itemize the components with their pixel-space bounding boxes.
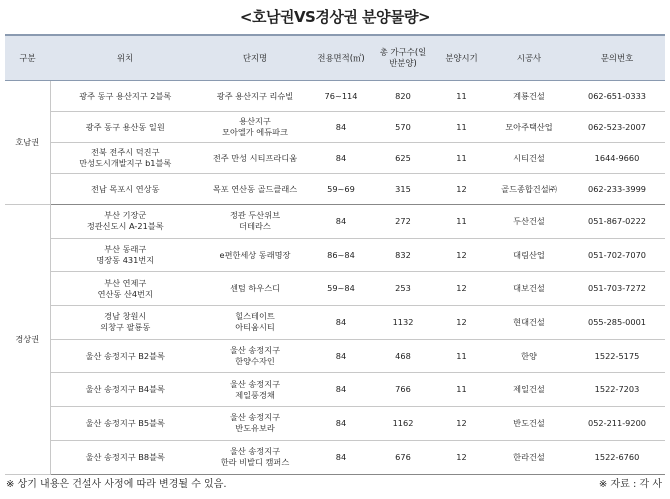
area-cell: 84	[310, 112, 372, 143]
location-cell: 부산 동래구 명장동 431번지	[50, 238, 200, 272]
complex-name-cell: 광주 용산지구 리슈빌	[200, 81, 310, 112]
location-cell: 광주 동구 용산지구 2블록	[50, 81, 200, 112]
builder-cell: 대보건설	[489, 272, 569, 306]
table-row	[5, 373, 665, 407]
table-row	[5, 174, 665, 205]
timing-cell: 11	[434, 339, 489, 373]
contact-cell: 1644-9660	[569, 143, 665, 174]
location-cell: 부산 기장군 정관신도시 A-21블록	[50, 205, 200, 239]
area-cell: 84	[310, 306, 372, 340]
header-units: 총 가구수(일 반분양)	[372, 35, 434, 81]
contact-cell: 1522-5175	[569, 339, 665, 373]
header-row	[5, 35, 665, 81]
contact-cell: 052-211-9200	[569, 407, 665, 441]
complex-name-cell: 울산 송정지구 한양수자인	[200, 339, 310, 373]
area-cell: 59~69	[310, 174, 372, 205]
footer-source: ※ 자료 : 각 사	[598, 479, 662, 490]
contact-cell: 062-233-3999	[569, 174, 665, 205]
units-cell: 676	[372, 440, 434, 474]
table-row	[5, 407, 665, 441]
contact-cell: 055-285-0001	[569, 306, 665, 340]
complex-name-cell: 울산 송정지구 제일풍경채	[200, 373, 310, 407]
units-cell: 832	[372, 238, 434, 272]
area-cell: 84	[310, 373, 372, 407]
area-cell: 84	[310, 143, 372, 174]
builder-cell: 대림산업	[489, 238, 569, 272]
builder-cell: 한양	[489, 339, 569, 373]
location-cell: 광주 동구 용산동 일원	[50, 112, 200, 143]
area-cell: 84	[310, 339, 372, 373]
timing-cell: 11	[434, 143, 489, 174]
table-row	[5, 81, 665, 112]
contact-cell: 062-523-2007	[569, 112, 665, 143]
location-cell: 울산 송정지구 B2블록	[50, 339, 200, 373]
page-title: <호남권VS경상권 분양물량>	[239, 8, 431, 26]
units-cell: 625	[372, 143, 434, 174]
timing-cell: 12	[434, 407, 489, 441]
timing-cell: 11	[434, 205, 489, 239]
location-cell: 부산 연제구 연산동 산4번지	[50, 272, 200, 306]
complex-name-cell: 힐스테이트 아티움시티	[200, 306, 310, 340]
contact-cell: 062-651-0333	[569, 81, 665, 112]
area-cell: 84	[310, 407, 372, 441]
builder-cell: 계룡건설	[489, 81, 569, 112]
area-cell: 59~84	[310, 272, 372, 306]
timing-cell: 11	[434, 373, 489, 407]
complex-name-cell: 센텀 하우스디	[200, 272, 310, 306]
units-cell: 570	[372, 112, 434, 143]
area-cell: 76~114	[310, 81, 372, 112]
region-cell: 경상권	[5, 205, 50, 475]
location-cell: 울산 송정지구 B5블록	[50, 407, 200, 441]
location-cell: 경남 창원시 의창구 팔룡동	[50, 306, 200, 340]
region-cell: 호남권	[5, 81, 50, 205]
area-cell: 84	[310, 440, 372, 474]
table-row	[5, 339, 665, 373]
builder-cell: 한라건설	[489, 440, 569, 474]
builder-cell: 모아주택산업	[489, 112, 569, 143]
contact-cell: 1522-7203	[569, 373, 665, 407]
header-category: 구분	[5, 35, 50, 81]
timing-cell: 11	[434, 81, 489, 112]
location-cell: 전북 전주시 덕진구 만성도시개발지구 b1블록	[50, 143, 200, 174]
units-cell: 1132	[372, 306, 434, 340]
contact-cell: 051-703-7272	[569, 272, 665, 306]
supply-table	[5, 34, 665, 475]
timing-cell: 11	[434, 112, 489, 143]
units-cell: 315	[372, 174, 434, 205]
location-cell: 울산 송정지구 B8블록	[50, 440, 200, 474]
builder-cell: 두산건설	[489, 205, 569, 239]
header-builder: 시공사	[489, 35, 569, 81]
table-row	[5, 205, 665, 239]
units-cell: 272	[372, 205, 434, 239]
builder-cell: 골드종합건설㈜	[489, 174, 569, 205]
complex-name-cell: 목포 연산동 골드클래스	[200, 174, 310, 205]
builder-cell: 반도건설	[489, 407, 569, 441]
units-cell: 468	[372, 339, 434, 373]
complex-name-cell: 전주 만성 시티프라디움	[200, 143, 310, 174]
header-location: 위치	[50, 35, 200, 81]
complex-name-cell: 정관 두산위브 더테라스	[200, 205, 310, 239]
header-complex: 단지명	[200, 35, 310, 81]
complex-name-cell: 울산 송정지구 반도유보라	[200, 407, 310, 441]
timing-cell: 12	[434, 306, 489, 340]
builder-cell: 시티건설	[489, 143, 569, 174]
contact-cell: 051-702-7070	[569, 238, 665, 272]
complex-name-cell: e편한세상 동래명장	[200, 238, 310, 272]
area-cell: 86~84	[310, 238, 372, 272]
location-cell: 울산 송정지구 B4블록	[50, 373, 200, 407]
timing-cell: 12	[434, 272, 489, 306]
header-contact: 문의번호	[569, 35, 665, 81]
timing-cell: 12	[434, 174, 489, 205]
complex-name-cell: 울산 송정지구 한라 비발디 캠퍼스	[200, 440, 310, 474]
table-row	[5, 143, 665, 174]
units-cell: 253	[372, 272, 434, 306]
contact-cell: 1522-6760	[569, 440, 665, 474]
units-cell: 766	[372, 373, 434, 407]
table-row	[5, 306, 665, 340]
header-area: 전용면적(㎡)	[310, 35, 372, 81]
table-row	[5, 440, 665, 474]
timing-cell: 12	[434, 238, 489, 272]
table-row	[5, 112, 665, 143]
footer-note: ※ 상기 내용은 건설사 사정에 따라 변경될 수 있음.	[6, 479, 227, 490]
location-cell: 전남 목포시 연상동	[50, 174, 200, 205]
units-cell: 1162	[372, 407, 434, 441]
header-timing: 분양시기	[434, 35, 489, 81]
contact-cell: 051-867-0222	[569, 205, 665, 239]
area-cell: 84	[310, 205, 372, 239]
table-row	[5, 238, 665, 272]
table-row	[5, 272, 665, 306]
complex-name-cell: 용산지구 모아엘가 에듀파크	[200, 112, 310, 143]
builder-cell: 현대건설	[489, 306, 569, 340]
timing-cell: 12	[434, 440, 489, 474]
units-cell: 820	[372, 81, 434, 112]
builder-cell: 제일건설	[489, 373, 569, 407]
